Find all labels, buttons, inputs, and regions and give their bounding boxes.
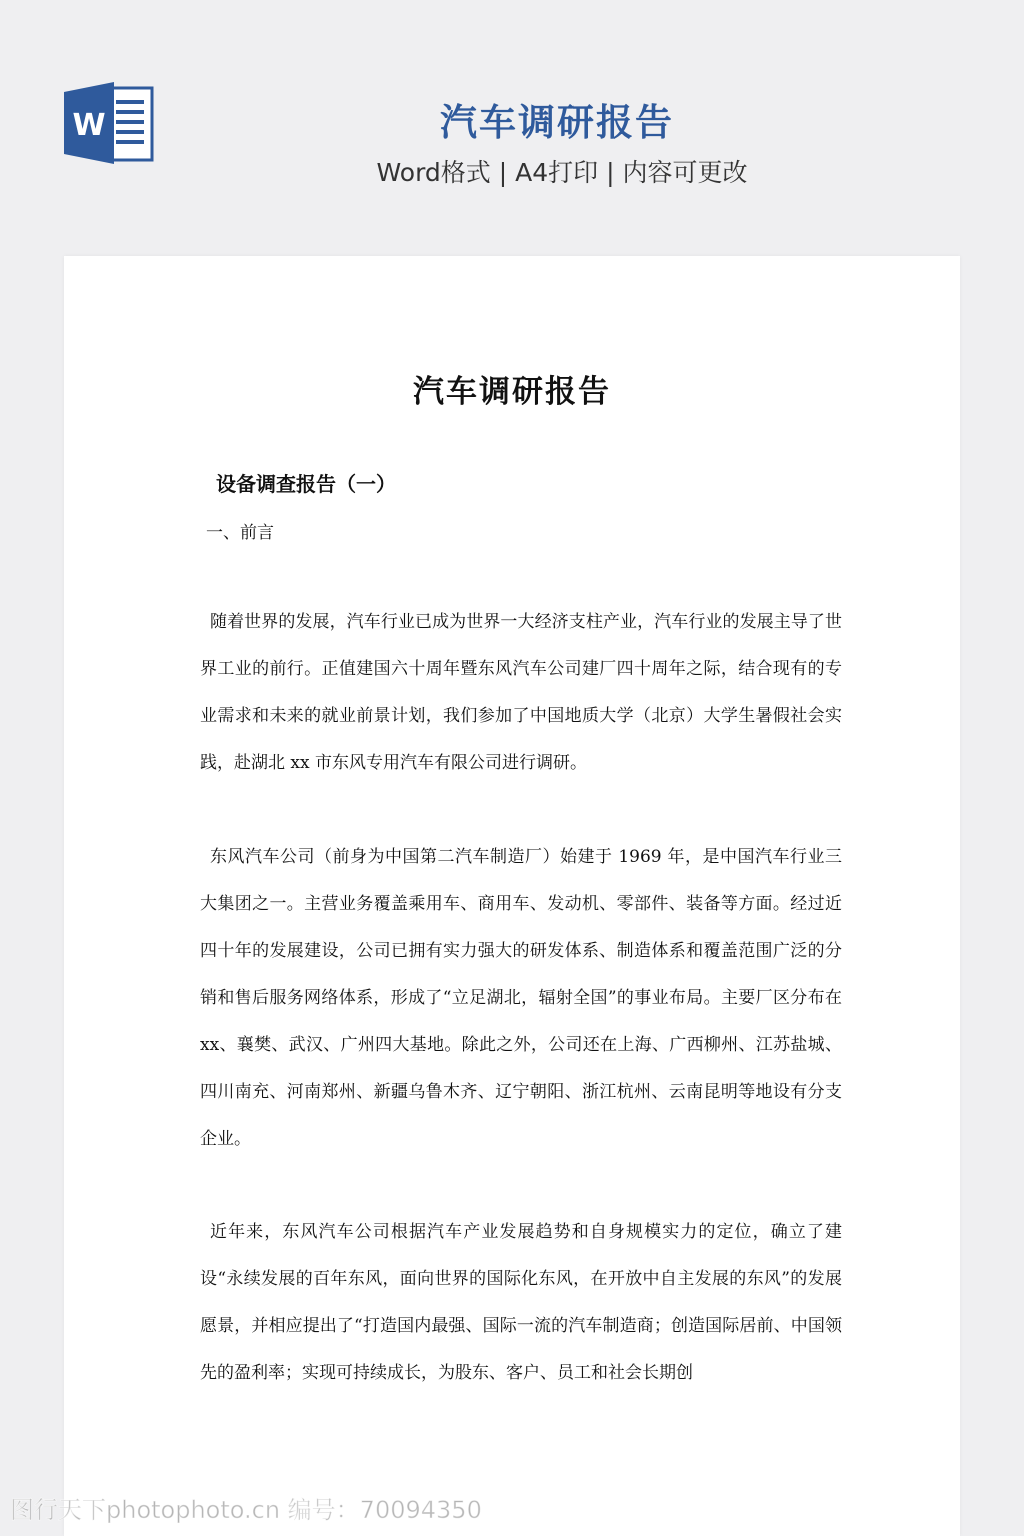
paragraph-vision: 近年来，东风汽车公司根据汽车产业发展趋势和自身规模实力的定位，确立了建设“永续发展的百年东风，面向世界的国际化东风，在开放中自主发展的东风”的发展愿景，并相应提出了“打造国内最强、国际一流的汽车制造商；创造国际居前、中国领先的盈利率；实现可持续成长，为股东、客户、员工和社会长期创 [200, 1222, 842, 1383]
paragraph-intro: 随着世界的发展，汽车行业已成为世界一大经济支柱产业，汽车行业的发展主导了世界工业的前行。正值建国六十周年暨东风汽车公司建厂四十周年之际，结合现有的专业需求和未来的就业前景计划，我们参加了中国地质大学（北京）大学生暑假社会实践，赴湖北 xx 市东风专用汽车有限公司进行调研。 [200, 612, 842, 773]
watermark: 图行天下photophoto.cn 编号：70094350 [10, 1496, 482, 1524]
section-heading: 设备调查报告（一） [216, 472, 396, 496]
paragraph-company: 东风汽车公司（前身为中国第二汽车制造厂）始建于 1969 年，是中国汽车行业三大集团之一。主营业务覆盖乘用车、商用车、发动机、零部件、装备等方面。经过近四十年的发展建设，公司已拥有实力强大的研发体系、制造体系和覆盖范围广泛的分销和售后服务网络体系，形成了“立足湖北，辐射全国”的事业布局。主要厂区分布在 xx、襄樊、武汉、广州四大基地。除此之外，公司还在上海、广西柳州、江苏盐城、四川南充、河南郑州、新疆乌鲁木齐、辽宁朝阳、浙江杭州、云南昆明等地设有分支企业。 [200, 847, 842, 1149]
header-subtitle: Word格式 | A4打印 | 内容可更改 [376, 158, 748, 187]
header-title: 汽车调研报告 [440, 101, 674, 144]
document-page [64, 256, 960, 1536]
document-title: 汽车调研报告 [413, 374, 611, 410]
word-icon-letter: W [72, 108, 106, 143]
sub-heading: 一、前言 [206, 523, 274, 543]
